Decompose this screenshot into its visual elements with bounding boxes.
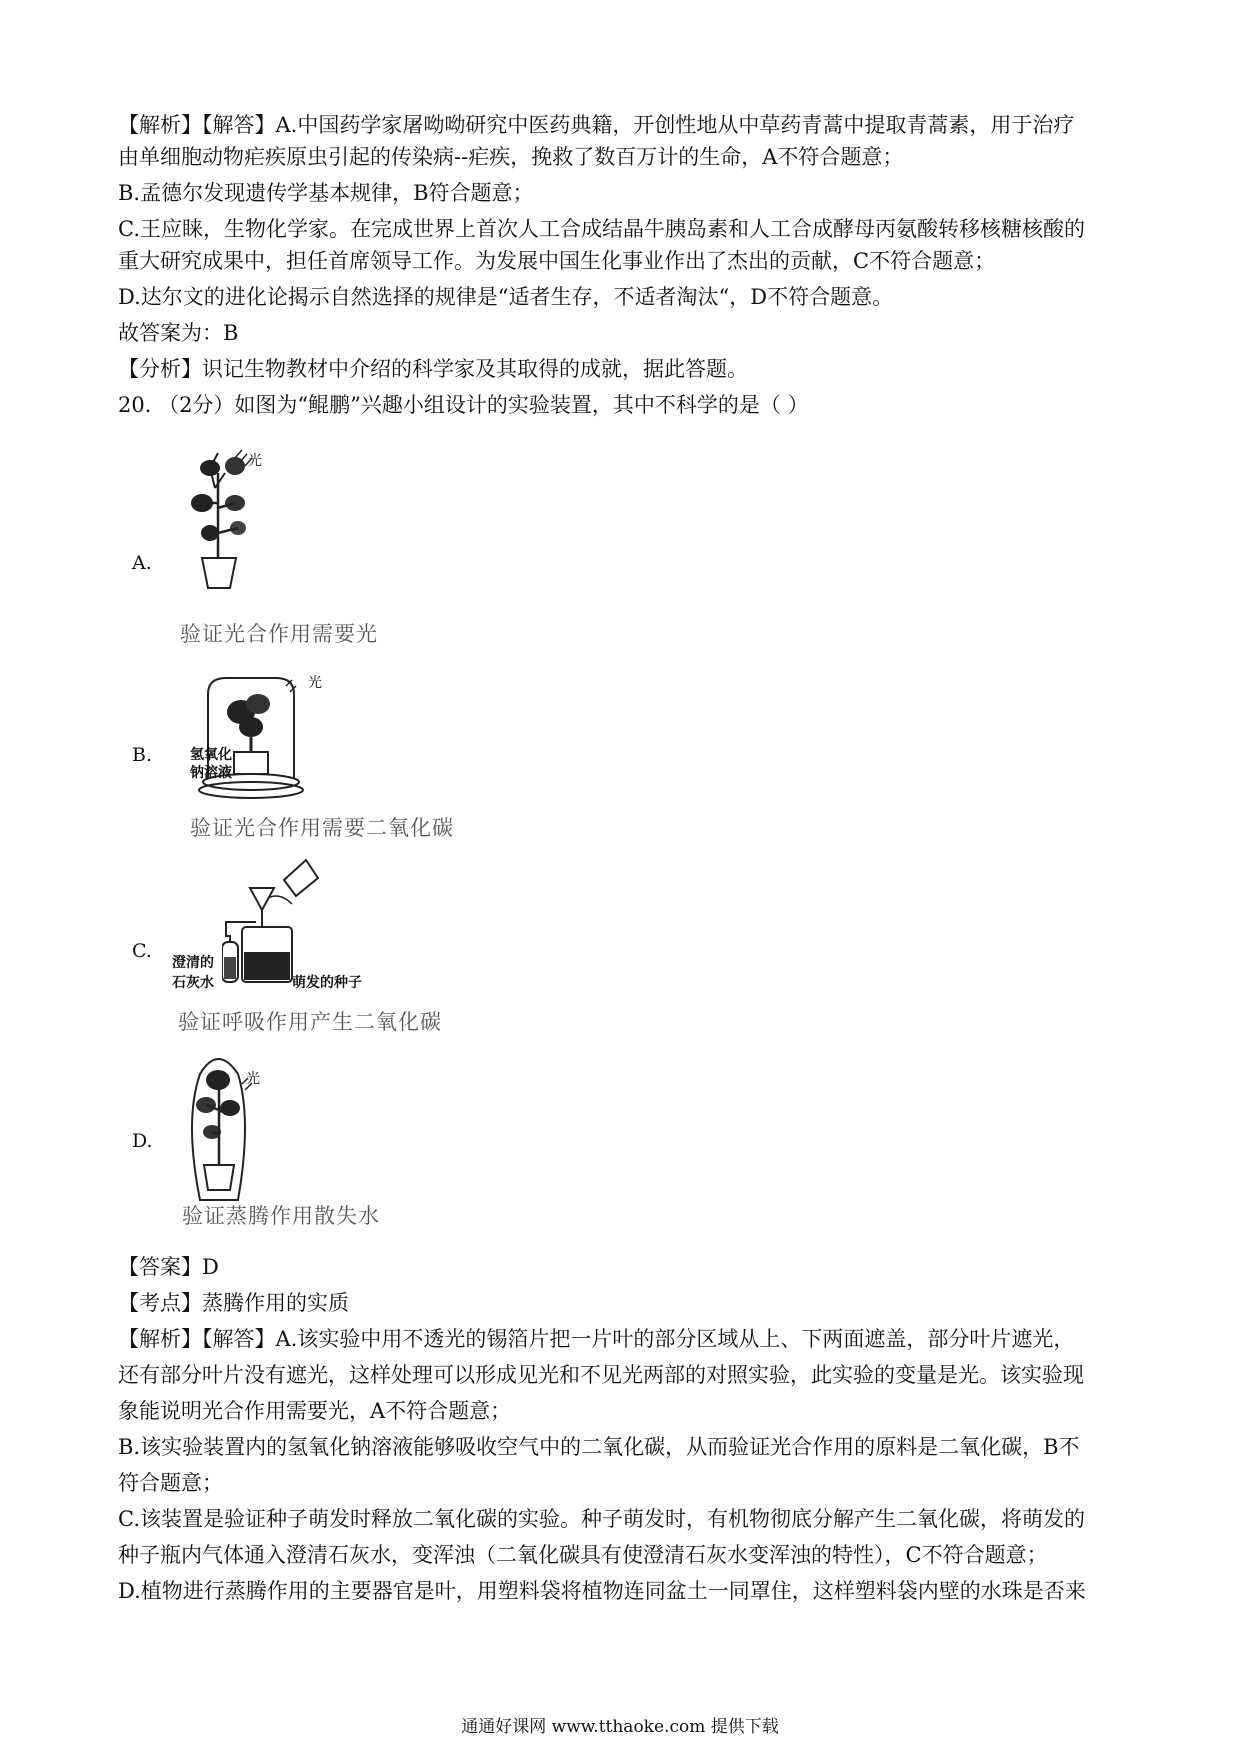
option-a-label: A. xyxy=(132,552,152,574)
seeds-label: 萌发的种子 xyxy=(292,975,362,991)
page-footer: 通通好课网 www.tthaoke.com 提供下载 xyxy=(461,1717,779,1737)
paragraph-line: C.王应睐，生物化学家。在完成世界上首次人工合成结晶牛胰岛素和人工合成酵母丙氨酸转移核糖核酸的 xyxy=(118,217,1085,241)
bell-jar-figure xyxy=(196,672,306,802)
option-d-label: D. xyxy=(132,1130,153,1152)
topic-line: 【考点】蒸腾作用的实质 xyxy=(118,1291,349,1315)
paragraph-line: B.该实验装置内的氢氧化钠溶液能够吸收空气中的二氧化碳，从而验证光合作用的原料是二氧化碳，B不 xyxy=(118,1435,1080,1459)
naoh-label: 钠溶液 xyxy=(190,765,232,781)
option-b-caption: 验证光合作用需要二氧化碳 xyxy=(190,816,454,840)
paragraph-line: 象能说明光合作用需要光，A不符合题意； xyxy=(118,1399,512,1423)
naoh-label: 氢氧化 xyxy=(190,747,232,763)
paragraph-line: 符合题意； xyxy=(118,1471,223,1495)
option-c-caption: 验证呼吸作用产生二氧化碳 xyxy=(178,1010,442,1034)
analysis-line: 【分析】识记生物教材中介绍的科学家及其取得的成就，据此答题。 xyxy=(118,357,748,381)
plant-light-figure xyxy=(180,448,280,618)
limewater-label: 澄清的 xyxy=(172,955,214,971)
option-c-label: C. xyxy=(132,940,152,962)
option-d-caption: 验证蒸腾作用散失水 xyxy=(182,1204,380,1228)
paragraph-line: D.植物进行蒸腾作用的主要器官是叶，用塑料袋将植物连同盆土一同罩住，这样塑料袋内壁的水珠是否来 xyxy=(118,1579,1086,1603)
light-label: 光 xyxy=(308,675,322,691)
paragraph-line: 【解析】【解答】A.该实验中用不透光的锡箔片把一片叶的部分区域从上、下两面遮盖，部分叶片遮光， xyxy=(118,1327,1075,1351)
answer-line: 【答案】D xyxy=(118,1255,219,1279)
limewater-label: 石灰水 xyxy=(172,975,214,991)
paragraph-line: B.孟德尔发现遗传学基本规律，B符合题意； xyxy=(118,181,534,205)
paragraph-line: C.该装置是验证种子萌发时释放二氧化碳的实验。种子萌发时，有机物彻底分解产生二氧化碳，将萌发的 xyxy=(118,1507,1085,1531)
light-label: 光 xyxy=(246,1071,260,1087)
paragraph-line: D.达尔文的进化论揭示自然选择的规律是“适者生存，不适者淘汰“，D不符合题意。 xyxy=(118,285,894,309)
option-b-label: B. xyxy=(132,744,153,766)
paragraph-line: 由单细胞动物疟疾原虫引起的传染病--疟疾，挽救了数百万计的生命，A不符合题意； xyxy=(118,145,904,169)
option-a-caption: 验证光合作用需要光 xyxy=(180,622,378,646)
light-label: 光 xyxy=(248,453,262,469)
respiration-apparatus-figure xyxy=(222,852,332,992)
answer-line: 故答案为：B xyxy=(118,321,239,345)
paragraph-line: 种子瓶内气体通入澄清石灰水，变浑浊（二氧化碳具有使澄清石灰水变浑浊的特性），C不符合题意； xyxy=(118,1543,1048,1567)
question-20: 20. （2分）如图为“鲲鹏”兴趣小组设计的实验装置，其中不科学的是（ ） xyxy=(118,393,809,417)
paragraph-line: 【解析】【解答】A.中国药学家屠呦呦研究中医药典籍，开创性地从中草药青蒿中提取青蒿素，用于治疗 xyxy=(118,113,1075,137)
paragraph-line: 还有部分叶片没有遮光，这样处理可以形成见光和不见光两部的对照实验，此实验的变量是光。该实验现 xyxy=(118,1363,1084,1387)
paragraph-line: 重大研究成果中，担任首席领导工作。为发展中国生化事业作出了杰出的贡献，C不符合题意； xyxy=(118,249,996,273)
